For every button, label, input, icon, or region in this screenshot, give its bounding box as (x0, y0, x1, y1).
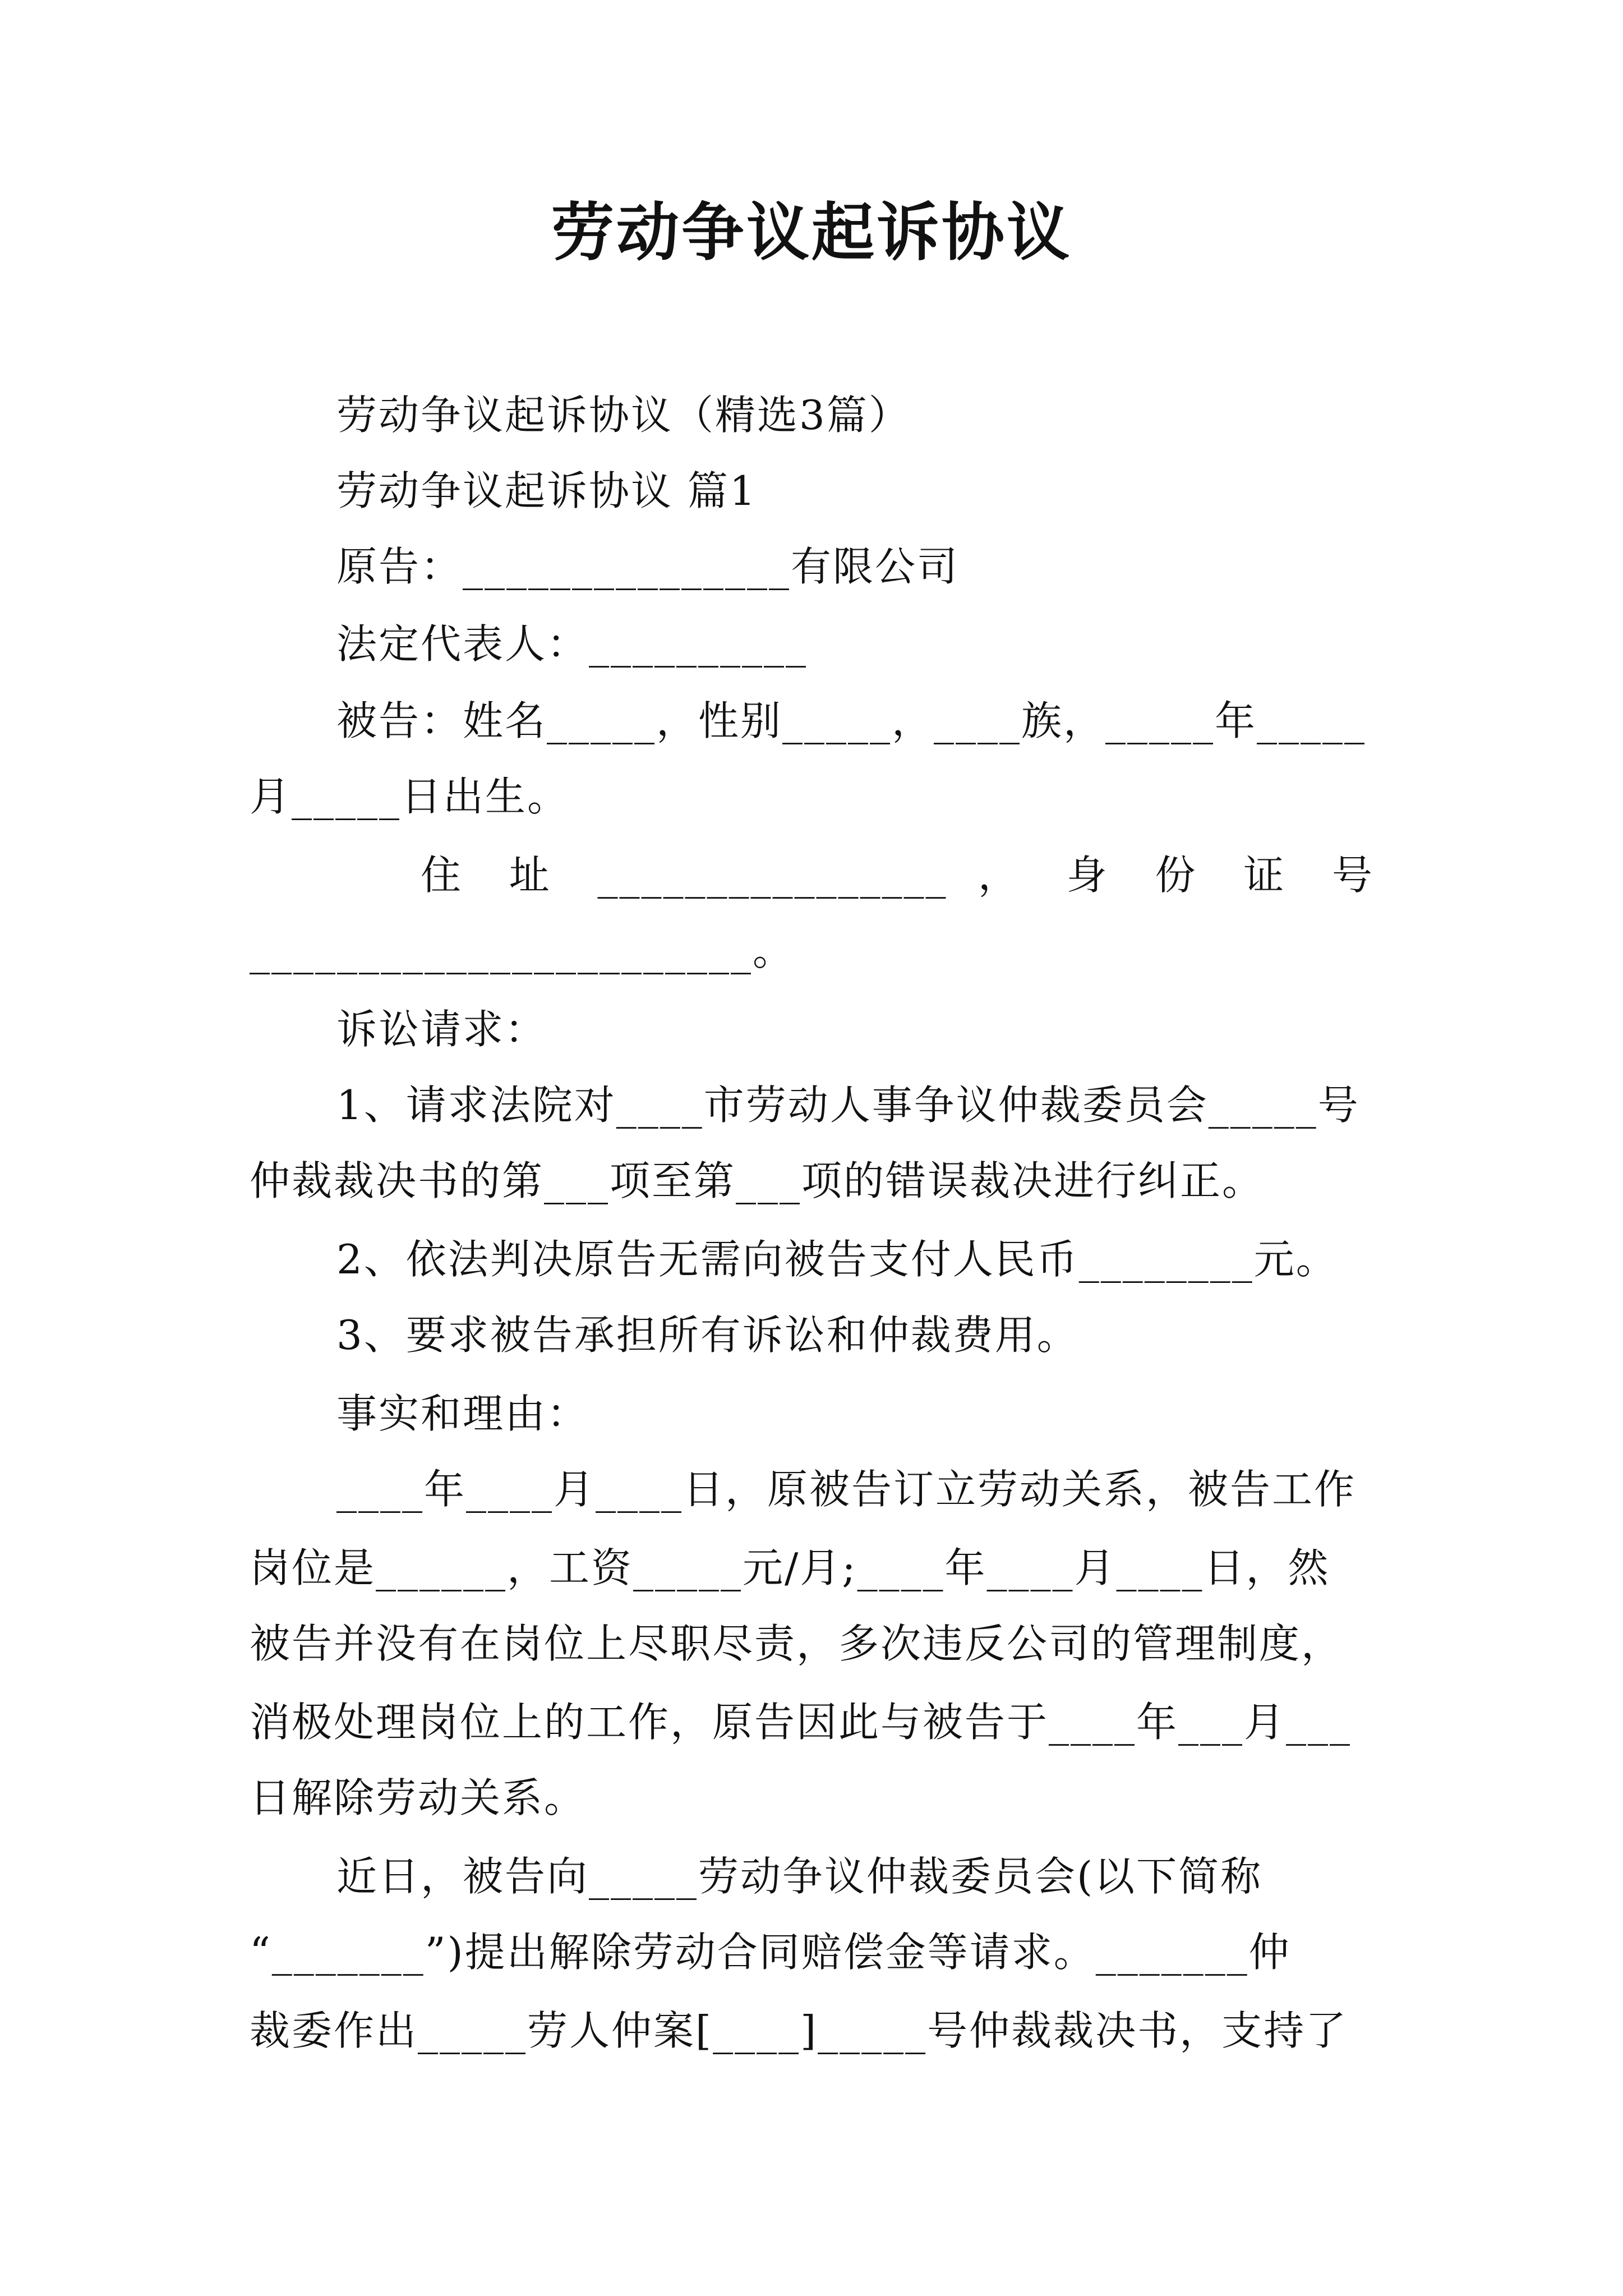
recent-line-1: 近日，被告向_____劳动争议仲裁委员会(以下简称 (336, 1853, 1263, 1900)
facts-line-4: 消极处理岗位上的工作，原告因此与被告于____年___月___ (250, 1699, 1352, 1746)
section-heading: 劳动争议起诉协议 篇1 (336, 467, 757, 514)
id-number-line: _______________________。 (250, 927, 795, 974)
plaintiff-line: 原告：_______________有限公司 (336, 543, 960, 590)
address-line: 住 址 ________________ ， 身 份 证 号 (421, 852, 1374, 899)
defendant-line-cont: 月_____日出生。 (250, 773, 570, 820)
claim-3: 3、要求被告承担所有诉讼和仲裁费用。 (336, 1312, 1079, 1359)
claim-2: 2、依法判决原告无需向被告支付人民币________元。 (336, 1236, 1338, 1283)
recent-line-3: 裁委作出_____劳人仲案[____]_____号仲裁裁决书，支持了 (250, 2007, 1348, 2054)
legal-rep-line: 法定代表人：__________ (336, 620, 808, 668)
claim-1-cont: 仲裁裁决书的第___项至第___项的错误裁决进行纠正。 (250, 1157, 1265, 1204)
document-title: 劳动争议起诉协议 (551, 196, 1072, 269)
facts-heading: 事实和理由： (336, 1390, 589, 1437)
subtitle-line: 劳动争议起诉协议（精选3篇） (336, 392, 911, 439)
defendant-line: 被告：姓名_____，性别_____，____族，_____年_____ (336, 697, 1367, 744)
claims-heading: 诉讼请求： (336, 1006, 547, 1053)
claim-1: 1、请求法院对____市劳动人事争议仲裁委员会_____号 (336, 1082, 1360, 1129)
facts-line-5: 日解除劳动关系。 (250, 1774, 587, 1821)
facts-line-2: 岗位是______，工资_____元/月;____年____月____日，然 (250, 1544, 1330, 1591)
facts-line-3: 被告并没有在岗位上尽职尽责，多次违反公司的管理制度， (250, 1620, 1344, 1667)
recent-line-2: “_______”)提出解除劳动合同赔偿金等请求。_______仲 (250, 1929, 1291, 1976)
facts-line-1: ____年____月____日，原被告订立劳动关系，被告工作 (336, 1466, 1357, 1513)
